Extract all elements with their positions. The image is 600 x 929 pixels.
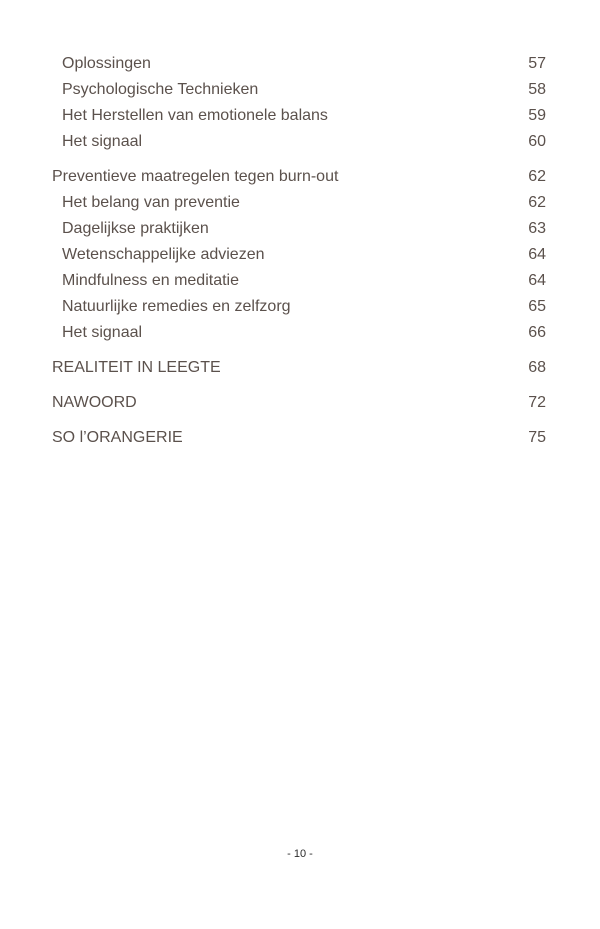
toc-entry-page: 68 [528,359,546,376]
toc-entry[interactable] [62,129,546,155]
page-number: - 10 - [287,848,313,860]
toc-entry-page: 59 [528,107,546,124]
toc-entry-title: Het signaal [62,324,143,341]
toc-entry-title: Wetenschappelijke adviezen [62,246,265,263]
toc-entry-page: 62 [528,194,546,211]
toc-section-entry[interactable] [52,425,546,451]
toc-entry-title: Mindfulness en meditatie [62,272,239,289]
toc-entry-page: 64 [528,246,546,263]
toc-entry[interactable] [62,77,546,103]
toc-entry-title: Preventieve maatregelen tegen burn-out [52,168,339,185]
toc-entry-page: 60 [528,133,546,150]
toc-entry-page: 65 [528,298,546,315]
toc-entry-title: Het belang van preventie [62,194,240,211]
toc-entry-title: Het Herstellen van emotionele balans [62,107,328,124]
toc-entry-title: Het signaal [62,133,143,150]
toc-section-entry[interactable] [52,390,546,416]
toc-entry-title: Dagelijkse praktijken [62,220,209,237]
toc-entry-page: 63 [528,220,546,237]
toc-entry-page: 64 [528,272,546,289]
toc-entry-page: 66 [528,324,546,341]
toc-entry-page: 58 [528,81,546,98]
toc-entry-title: SO l’ORANGERIE [52,429,183,446]
toc-entry-page: 75 [528,429,546,446]
toc-section-entry[interactable] [52,355,546,381]
toc-entry[interactable] [62,51,546,77]
toc-entry[interactable] [62,216,546,242]
toc-entry-title: NAWOORD [52,394,137,411]
toc-entry[interactable] [62,294,546,320]
toc-entry-page: 62 [528,168,546,185]
toc-entry-title: Natuurlijke remedies en zelfzorg [62,298,291,315]
toc-entry[interactable] [62,268,546,294]
toc-entry[interactable] [62,103,546,129]
toc-entry-title: Psychologische Technieken [62,81,259,98]
toc-entry-title: Oplossingen [62,55,151,72]
toc-entry[interactable] [62,190,546,216]
toc-chapter-entry[interactable] [52,164,546,190]
toc-entry-title: REALITEIT IN LEEGTE [52,359,221,376]
toc-entry-page: 57 [528,55,546,72]
toc-entry[interactable] [62,242,546,268]
toc-entry[interactable] [62,320,546,346]
toc-entry-page: 72 [528,394,546,411]
